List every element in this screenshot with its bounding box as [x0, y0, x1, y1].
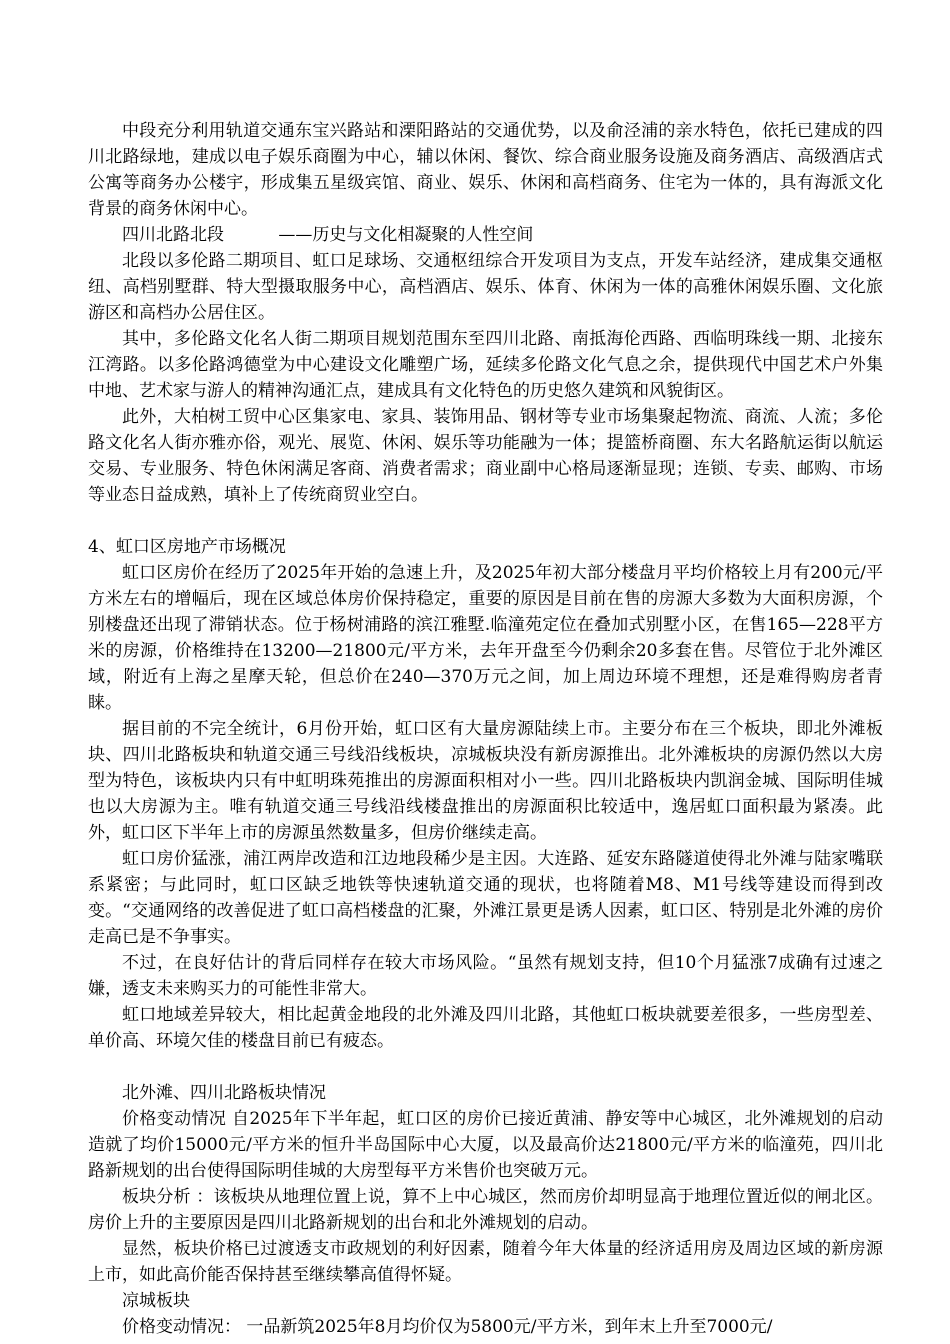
document-page [88, 118, 883, 1340]
paragraph-block-analysis: 板块分析 ：该板块从地理位置上说，算不上中心城区，然而房价却明显高于地理位置近似的闸北区。房价上升的主要原因是四川北路新规划的出台和北外滩规划的启动。 [88, 1187, 883, 1233]
liangcheng-heading: 凉城板块 [122, 1291, 190, 1311]
subsection-heading: 北外滩、四川北路板块情况 [122, 1083, 326, 1103]
paragraph-regional-differences: 虹口地域差异较大，相比起黄金地段的北外滩及四川北路，其他虹口板块就要差很多，一些房型差、单价高、环境欠佳的楼盘目前已有疲态。 [88, 1005, 883, 1051]
paragraph-dabaishu: 此外，大柏树工贸中心区集家电、家具、装饰用品、钢材等专业市场集聚起物流、商流、人流；多伦路文化名人街亦雅亦俗，观光、展览、休闲、娱乐等功能融为一体；提篮桥商圈、东大名路航运街以航运交易、专业服务、特色休闲满足客商、消费者需求；商业副中心格局逐渐显现；连锁、专卖、邮购、市场等业态日益成熟，填补上了传统商贸业空白。 [88, 407, 883, 505]
spacer [88, 1054, 883, 1080]
north-section-title: 四川北路北段 [122, 225, 224, 245]
paragraph-duolun-road: 其中，多伦路文化名人街二期项目规划范围东至四川北路、南抵海伦西路、西临明珠线一期、北接东江湾路。以多伦路鸿德堂为中心建设文化雕塑广场，延续多伦路文化气息之余，提供现代中国艺术户外集中地、艺术家与游人的精神沟通汇点，建成具有文化特色的历史悠久建筑和风貌街区。 [88, 329, 883, 401]
paragraph-middle-section: 中段充分利用轨道交通东宝兴路站和溧阳路站的交通优势，以及俞泾浦的亲水特色，依托已建成的四川北路绿地，建成以电子娱乐商圈为中心，辅以休闲、餐饮、综合商业服务设施及商务酒店、高级酒店式公寓等商务办公楼宇，形成集五星级宾馆、商业、娱乐、休闲和高档商务、住宅为一体的，具有海派文化背景的商务休闲中心。 [88, 121, 883, 219]
paragraph-price-change: 价格变动情况 自2025年下半年起，虹口区的房价已接近黄浦、静安等中心城区，北外滩规划的启动造就了均价15000元/平方米的恒升半岛国际中心大厦，以及最高价达21800元/平方米的临潼苑，四川北路新规划的出台使得国际明佳城的大房型每平方米售价也突破万元。 [88, 1109, 883, 1181]
paragraph-new-listings: 据目前的不完全统计，6月份开始，虹口区有大量房源陆续上市。主要分布在三个板块，即北外滩板块、四川北路板块和轨道交通三号线沿线板块，凉城板块没有新房源推出。北外滩板块的房源仍然以大房型为特色，该板块内只有中虹明珠苑推出的房源面积相对小一些。四川北路板块内凯润金城、国际明佳城也以大房源为主。唯有轨道交通三号线沿线楼盘推出的房源面积比较适中，逸居虹口面积最为紧凑。此外，虹口区下半年上市的房源虽然数量多，但房价继续走高。 [88, 719, 883, 843]
paragraph-market-risk: 不过，在良好估计的背后同样存在较大市场风险。“虽然有规划支持，但10个月猛涨7成确有过速之嫌，透支未来购买力的可能性非常大。 [88, 953, 883, 999]
paragraph-conclusion: 显然，板块价格已过渡透支市政规划的利好因素，随着今年大体量的经济适用房及周边区域的新房源上市，如此高价能否保持甚至继续攀高值得怀疑。 [88, 1239, 883, 1285]
paragraph-price-surge: 虹口房价猛涨，浦江两岸改造和江边地段稀少是主因。大连路、延安东路隧道使得北外滩与陆家嘴联系紧密；与此同时，虹口区缺乏地铁等快速轨道交通的现状，也将随着M8、M1号线等建设而得到改变。“交通网络的改善促进了虹口高档楼盘的汇聚，外滩江景更是诱人因素，虹口区、特别是北外滩的房价走高已是不争事实。 [88, 849, 883, 947]
spacer [88, 508, 883, 534]
paragraph-liangcheng-price: 价格变动情况： 一品新筑2025年8月均价仅为5800元/平方米，到年末上升至7000元/ [122, 1317, 773, 1337]
paragraph-north-section: 北段以多伦路二期项目、虹口足球场、交通枢纽综合开发项目为支点，开发车站经济，建成集交通枢纽、高档别墅群、特大型摄取服务中心，高档酒店、娱乐、体育、休闲为一体的高雅休闲娱乐圈、文化旅游区和高档办公居住区。 [88, 251, 883, 323]
paragraph-price-overview: 虹口区房价在经历了2025年开始的急速上升，及2025年初大部分楼盘月平均价格较上月有200元/平方米左右的增幅后，现在区域总体房价保持稳定，重要的原因是目前在售的房源大多数为大面积房源，个别楼盘还出现了滞销状态。位于杨树浦路的滨江雅墅.临潼苑定位在叠加式别墅小区，在售165—228平方米的房源，价格维持在13200—21800元/平方米，去年开盘至今仍剩余20多套在售。尽管位于北外滩区域，附近有上海之星摩天轮，但总价在240—370万元之间，加上周边环境不理想，还是难得购房者青睐。 [88, 563, 883, 713]
section-heading-4: 4、虹口区房地产市场概况 [88, 537, 286, 557]
north-section-heading [88, 222, 883, 248]
north-section-subtitle: ——历史与文化相凝聚的人性空间 [278, 225, 534, 245]
